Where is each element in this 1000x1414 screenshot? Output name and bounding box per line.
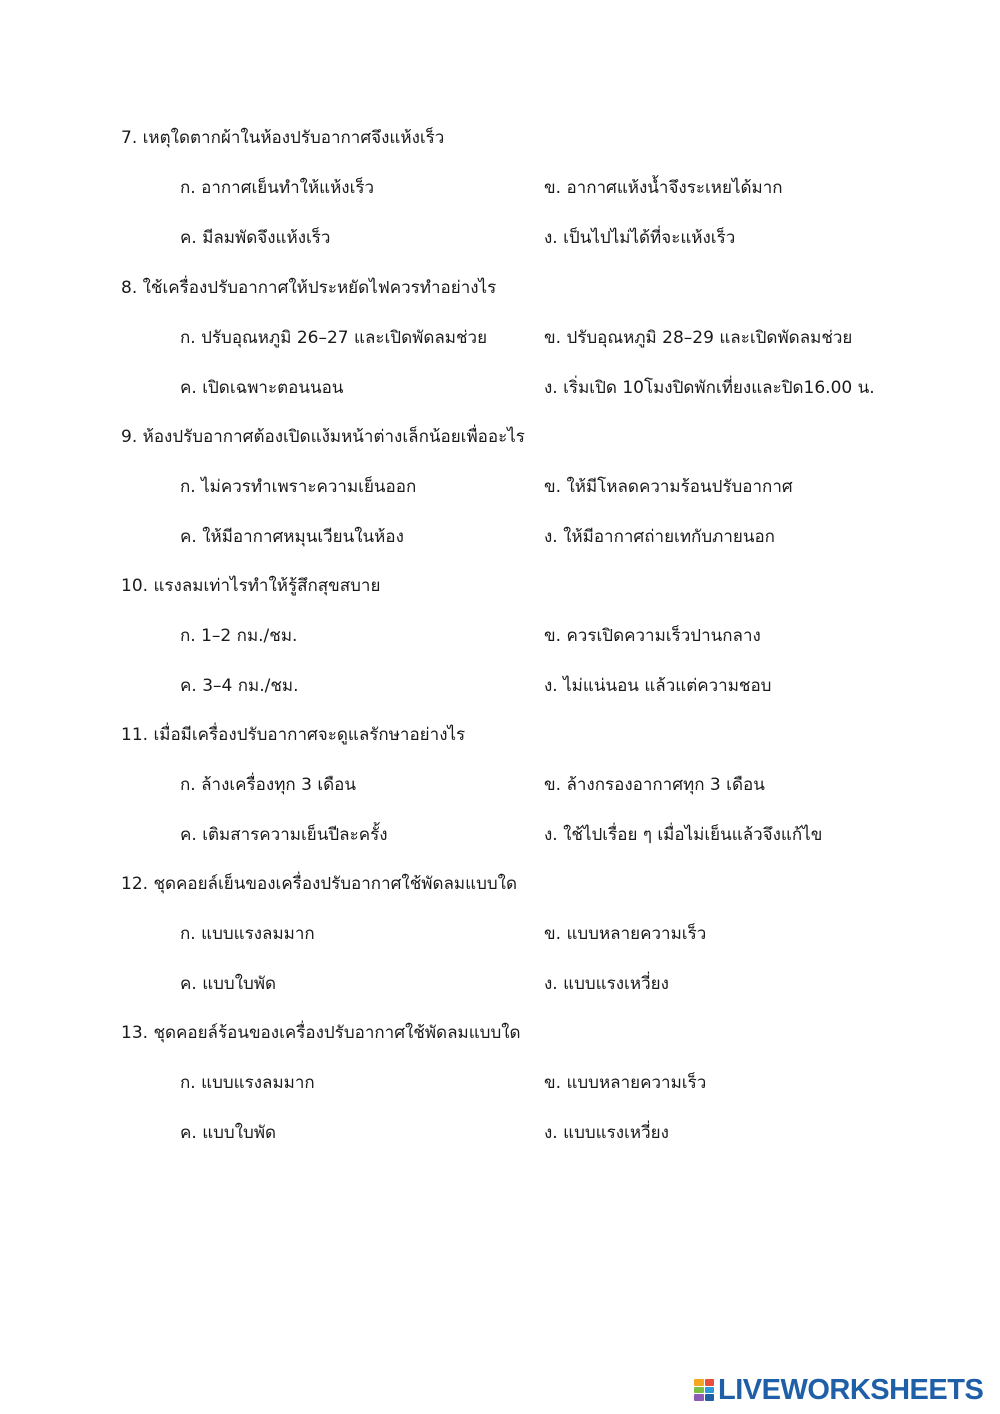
liveworksheets-wordmark: LIVEWORKSHEETS	[718, 1374, 984, 1406]
option-text: 1–2 กม./ชม.	[201, 626, 298, 646]
option-text: แบบหลายความเร็ว	[566, 1073, 707, 1093]
option-text: 3–4 กม./ชม.	[202, 676, 299, 696]
option-text: อากาศแห้งน้ำจึงระเหยได้มาก	[566, 178, 783, 198]
option-d[interactable]	[544, 227, 735, 249]
option-a[interactable]	[180, 327, 487, 349]
option-b[interactable]	[544, 1072, 706, 1094]
option-b[interactable]	[544, 774, 765, 796]
option-letter: ง.	[544, 825, 558, 845]
question-12	[121, 873, 941, 1023]
question-stem: 10. แรงลมเท่าไรทำให้รู้สึกสุขสบาย	[121, 576, 381, 596]
option-d[interactable]	[544, 824, 822, 846]
question-10	[121, 575, 941, 725]
option-text: ไม่ควรทำเพราะความเย็นออก	[201, 477, 417, 497]
option-letter: ค.	[180, 527, 197, 547]
option-text: ปรับอุณหภูมิ 28–29 และเปิดพัดลมช่วย	[566, 328, 853, 348]
option-row	[121, 625, 941, 675]
option-letter: ค.	[180, 1123, 197, 1143]
option-letter: ง.	[544, 676, 558, 696]
option-letter: ง.	[544, 527, 558, 547]
question-8	[121, 277, 941, 427]
option-letter: ค.	[180, 228, 197, 248]
option-text: แบบแรงเหวี่ยง	[563, 1123, 669, 1143]
option-b[interactable]	[544, 327, 852, 349]
question-stem: 7. เหตุใดตากผ้าในห้องปรับอากาศจึงแห้งเร็ว	[121, 128, 445, 148]
question-11	[121, 724, 941, 874]
option-row	[121, 227, 941, 277]
option-letter: ข.	[544, 477, 562, 497]
option-letter: ก.	[180, 178, 196, 198]
question-stem: 8. ใช้เครื่องปรับอากาศให้ประหยัดไฟควรทำอย่างไร	[121, 278, 497, 298]
option-letter: ง.	[544, 228, 558, 248]
option-row	[121, 973, 941, 1023]
option-text: อากาศเย็นทำให้แห้งเร็ว	[201, 178, 375, 198]
option-c[interactable]	[180, 526, 404, 548]
option-d[interactable]	[544, 973, 669, 995]
option-b[interactable]	[544, 476, 793, 498]
option-a[interactable]	[180, 476, 416, 498]
option-d[interactable]	[544, 675, 771, 697]
option-text: ให้มีโหลดความร้อนปรับอากาศ	[566, 477, 793, 497]
option-row	[121, 177, 941, 227]
option-letter: ค.	[180, 676, 197, 696]
option-row	[121, 923, 941, 973]
option-text: แบบแรงเหวี่ยง	[563, 974, 669, 994]
liveworksheets-logo-icon	[694, 1379, 714, 1401]
option-row	[121, 1122, 941, 1172]
option-text: ล้างกรองอากาศทุก 3 เดือน	[566, 775, 765, 795]
option-c[interactable]	[180, 973, 276, 995]
option-letter: ค.	[180, 825, 197, 845]
option-text: แบบใบพัด	[202, 974, 277, 994]
option-d[interactable]	[544, 526, 775, 548]
question-9	[121, 426, 941, 576]
option-letter: ง.	[544, 974, 558, 994]
option-d[interactable]	[544, 1122, 669, 1144]
option-row	[121, 476, 941, 526]
option-letter: ก.	[180, 328, 196, 348]
option-text: ควรเปิดความเร็วปานกลาง	[566, 626, 761, 646]
option-letter: ข.	[544, 626, 562, 646]
option-c[interactable]	[180, 377, 343, 399]
question-13	[121, 1022, 941, 1172]
option-text: เปิดเฉพาะตอนนอน	[202, 378, 344, 398]
liveworksheets-brand[interactable]	[694, 1376, 983, 1404]
option-a[interactable]	[180, 177, 374, 199]
option-row	[121, 377, 941, 427]
option-row	[121, 675, 941, 725]
option-c[interactable]	[180, 824, 388, 846]
option-letter: ข.	[544, 328, 562, 348]
option-a[interactable]	[180, 923, 315, 945]
option-letter: ค.	[180, 378, 197, 398]
option-row	[121, 824, 941, 874]
question-stem: 13. ชุดคอยล์ร้อนของเครื่องปรับอากาศใช้พัดลมแบบใด	[121, 1023, 521, 1043]
option-b[interactable]	[544, 177, 783, 199]
option-text: ใช้ไปเรื่อย ๆ เมื่อไม่เย็นแล้วจึงแก้ไข	[563, 825, 823, 845]
option-b[interactable]	[544, 923, 706, 945]
question-stem: 11. เมื่อมีเครื่องปรับอากาศจะดูแลรักษาอย่างไร	[121, 725, 466, 745]
question-7	[121, 127, 941, 277]
option-letter: ข.	[544, 178, 562, 198]
option-c[interactable]	[180, 227, 330, 249]
option-text: ให้มีอากาศหมุนเวียนในห้อง	[202, 527, 404, 547]
option-text: ปรับอุณหภูมิ 26–27 และเปิดพัดลมช่วย	[201, 328, 488, 348]
question-stem: 9. ห้องปรับอากาศต้องเปิดแง้มหน้าต่างเล็กน้อยเพื่ออะไร	[121, 427, 525, 447]
option-letter: ข.	[544, 1073, 562, 1093]
option-text: เริ่มเปิด 10โมงปิดพักเที่ยงและปิด16.00 น.	[563, 378, 875, 398]
option-text: แบบแรงลมมาก	[201, 1073, 315, 1093]
option-a[interactable]	[180, 774, 356, 796]
option-letter: ก.	[180, 924, 196, 944]
option-text: เติมสารความเย็นปีละครั้ง	[202, 825, 388, 845]
option-row	[121, 774, 941, 824]
option-row	[121, 1072, 941, 1122]
option-d[interactable]	[544, 377, 875, 399]
option-text: ให้มีอากาศถ่ายเทกับภายนอก	[563, 527, 775, 547]
option-a[interactable]	[180, 625, 297, 647]
option-c[interactable]	[180, 1122, 276, 1144]
option-text: มีลมพัดจึงแห้งเร็ว	[202, 228, 331, 248]
option-letter: ง.	[544, 1123, 558, 1143]
option-text: แบบใบพัด	[202, 1123, 277, 1143]
option-text: ล้างเครื่องทุก 3 เดือน	[201, 775, 357, 795]
option-letter: ก.	[180, 1073, 196, 1093]
option-row	[121, 526, 941, 576]
option-letter: ข.	[544, 775, 562, 795]
option-letter: ก.	[180, 775, 196, 795]
option-a[interactable]	[180, 1072, 315, 1094]
option-text: แบบแรงลมมาก	[201, 924, 315, 944]
question-stem: 12. ชุดคอยล์เย็นของเครื่องปรับอากาศใช้พัดลมแบบใด	[121, 874, 518, 894]
option-row	[121, 327, 941, 377]
option-letter: ก.	[180, 626, 196, 646]
option-text: ไม่แน่นอน แล้วแต่ความชอบ	[563, 676, 772, 696]
option-text: แบบหลายความเร็ว	[566, 924, 707, 944]
option-text: เป็นไปไม่ได้ที่จะแห้งเร็ว	[563, 228, 736, 248]
option-letter: ค.	[180, 974, 197, 994]
option-letter: ข.	[544, 924, 562, 944]
option-b[interactable]	[544, 625, 761, 647]
option-letter: ง.	[544, 378, 558, 398]
option-c[interactable]	[180, 675, 299, 697]
option-letter: ก.	[180, 477, 196, 497]
